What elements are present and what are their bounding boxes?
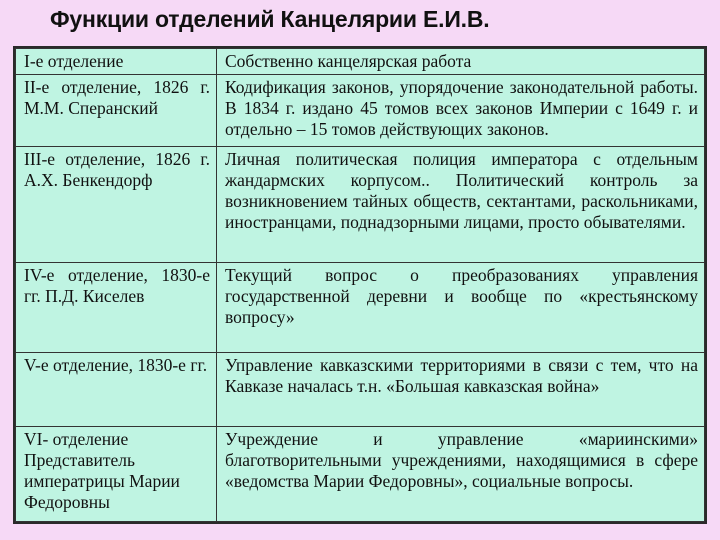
- table-row: [16, 49, 705, 75]
- functions-cell: Кодификация законов, упорядочение законодательной работы. В 1834 г. издано 45 томов всех законов Империи с 1649 г. и отдельно – 15 томов действующих законов.: [217, 75, 705, 147]
- page-title: Функции отделений Канцелярии Е.И.В.: [50, 6, 490, 32]
- functions-cell: Текущий вопрос о преобразованиях управления государственной деревни и вообще по «крестьянскому вопросу»: [217, 263, 705, 353]
- table-row: [16, 147, 705, 263]
- functions-cell: Учреждение и управление «мариинскими» благотворительными учреждениями, находящимися в сфере «ведомства Марии Федоровны», социальные вопросы.: [217, 427, 705, 522]
- departments-table: [13, 46, 707, 524]
- table-row: [16, 427, 705, 522]
- department-cell: III-е отделение, 1826 г. А.Х. Бенкендорф: [16, 147, 217, 263]
- functions-cell: Собственно канцелярская работа: [217, 49, 705, 75]
- department-cell: I-е отделение: [16, 49, 217, 75]
- functions-cell: Личная политическая полиция императора с отдельным жандармских корпусом.. Политический контроль за возникновением тайных обществ, сектантами, раскольниками, иностранцами, поднадзорными лицами, просто обывателями.: [217, 147, 705, 263]
- table-row: [16, 75, 705, 147]
- table-row: [16, 263, 705, 353]
- functions-cell: Управление кавказскими территориями в связи с тем, что на Кавказе началась т.н. «Большая кавказская война»: [217, 353, 705, 427]
- department-cell: IV-е отделение, 1830-е гг. П.Д. Киселев: [16, 263, 217, 353]
- table-row: [16, 353, 705, 427]
- department-cell: VI- отделение Представитель императрицы Марии Федоровны: [16, 427, 217, 522]
- department-cell: II-е отделение, 1826 г. М.М. Сперанский: [16, 75, 217, 147]
- department-cell: V-е отделение, 1830-е гг.: [16, 353, 217, 427]
